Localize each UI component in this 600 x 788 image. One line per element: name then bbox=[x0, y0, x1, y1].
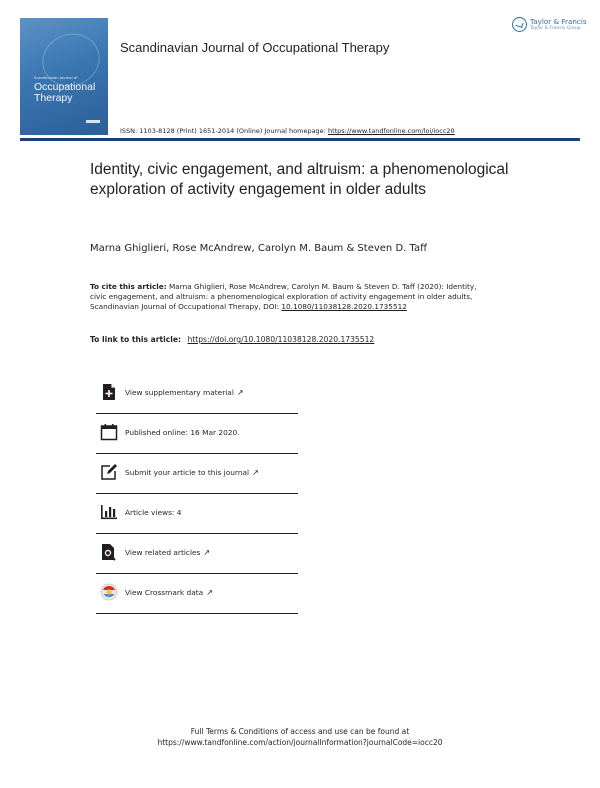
published-online-label: Published online: 16 Mar 2020. bbox=[125, 428, 240, 437]
cover-title: Occupational Therapy bbox=[34, 81, 96, 104]
journal-cover-image bbox=[20, 18, 108, 135]
footer-journal-info-link[interactable]: https://www.tandfonline.com/action/journalInformation?journalCode=iocc20 bbox=[157, 738, 443, 747]
issn-text: ISSN: 1103-8128 (Print) 1651-2014 (Online) Journal homepage: bbox=[120, 127, 326, 135]
journal-name: Scandinavian Journal of Occupational Therapy bbox=[120, 40, 390, 55]
publisher-subtitle: Taylor & Francis Group bbox=[530, 26, 581, 31]
publisher-name: Taylor & Francis bbox=[530, 17, 587, 26]
calendar-icon bbox=[100, 423, 118, 441]
external-link-icon: ↗ bbox=[203, 548, 211, 557]
edit-icon bbox=[100, 463, 118, 481]
citation-doi-link[interactable]: 10.1080/11038128.2020.1735512 bbox=[281, 302, 407, 311]
journal-homepage-link[interactable]: https://www.tandfonline.com/loi/iocc20 bbox=[327, 127, 455, 135]
article-actions-list bbox=[96, 374, 298, 614]
plus-document-icon bbox=[100, 383, 118, 401]
external-link-icon: ↗ bbox=[252, 468, 259, 477]
action-crossmark-data[interactable] bbox=[96, 574, 298, 614]
related-search-icon bbox=[100, 543, 118, 561]
action-supplementary-material[interactable] bbox=[96, 374, 298, 414]
article-link-label: To link to this article: bbox=[90, 335, 182, 344]
crossmark-icon bbox=[100, 583, 118, 601]
article-doi-link[interactable]: https://doi.org/10.1080/11038128.2020.1735512 bbox=[187, 335, 375, 344]
action-published-online bbox=[96, 414, 298, 454]
related-articles-label: View related articles bbox=[125, 548, 201, 557]
supplementary-material-label: View supplementary material bbox=[125, 388, 234, 397]
citation-text: Marna Ghiglieri, Rose McAndrew, Carolyn M. Baum & Steven D. Taff (2020): Identity, civic engagement, and altruism: a phenomenological exploration of activity engagement in older adults, Scandinavian Journal of Occupational Therapy, DOI: bbox=[90, 282, 477, 311]
action-label bbox=[125, 468, 259, 477]
publisher-logo[interactable] bbox=[512, 16, 587, 36]
submit-article-label: Submit your article to this journal bbox=[125, 468, 250, 477]
footer-terms-text: Full Terms & Conditions of access and use can be found at bbox=[190, 727, 410, 736]
action-label bbox=[125, 588, 213, 597]
issn-line bbox=[120, 127, 455, 135]
bar-chart-icon bbox=[100, 503, 118, 521]
external-link-icon: ↗ bbox=[206, 588, 213, 597]
cover-logo bbox=[86, 120, 100, 123]
action-label bbox=[125, 548, 210, 557]
citation-block bbox=[90, 282, 480, 312]
header-divider bbox=[20, 138, 580, 141]
action-article-views bbox=[96, 494, 298, 534]
article-link-line bbox=[90, 335, 374, 344]
footer bbox=[0, 726, 600, 748]
external-link-icon: ↗ bbox=[236, 388, 244, 397]
citation-label: To cite this article: bbox=[90, 282, 167, 291]
article-views-label: Article views: 4 bbox=[125, 508, 182, 517]
action-submit-article[interactable] bbox=[96, 454, 298, 494]
action-label bbox=[125, 388, 244, 397]
publisher-logo-icon bbox=[512, 17, 527, 32]
action-related-articles[interactable] bbox=[96, 534, 298, 574]
article-authors: Marna Ghiglieri, Rose McAndrew, Carolyn M. Baum & Steven D. Taff bbox=[90, 243, 427, 254]
article-title: Identity, civic engagement, and altruism: a phenomenological exploration of activity engagement in older adults bbox=[90, 161, 509, 198]
cover-small-text: Scandinavian Journal of bbox=[34, 76, 78, 80]
crossmark-data-label: View Crossmark data bbox=[125, 588, 204, 597]
